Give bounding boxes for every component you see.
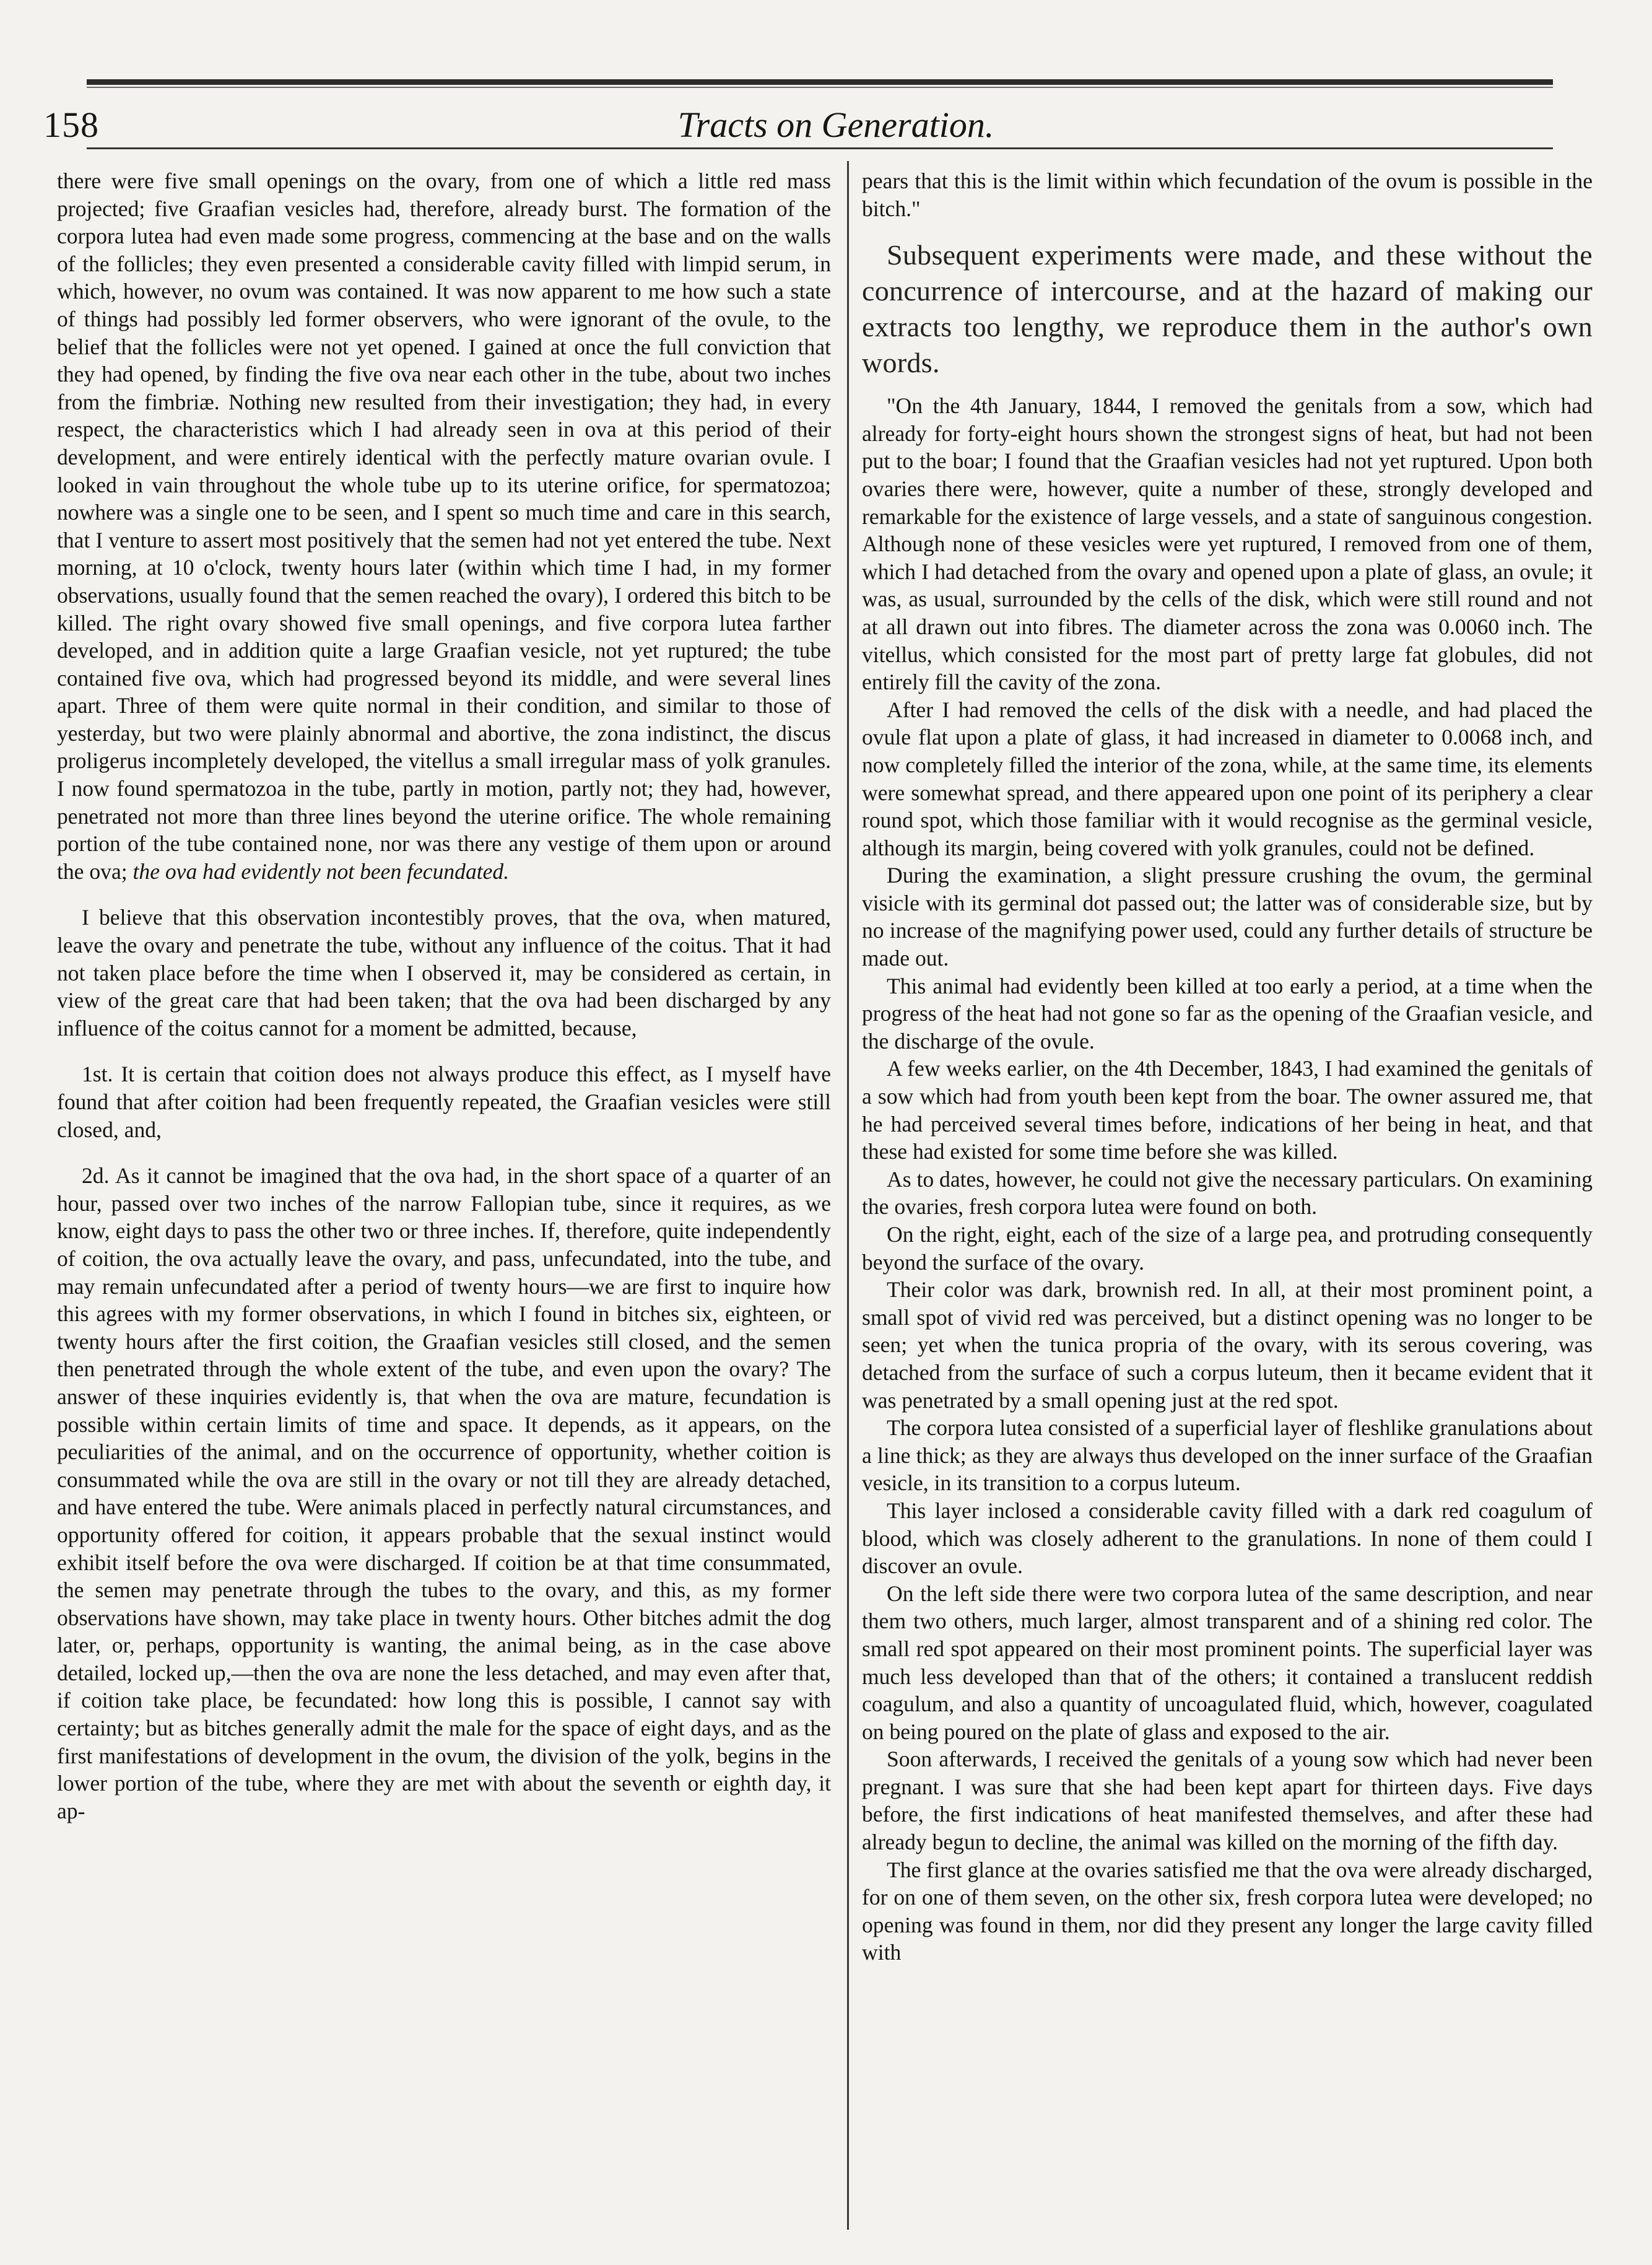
paragraph: 2d. As it cannot be imagined that the ova had, in the short space of a quarter of an hour, passed over two inches of the narrow Fallopian tube, since it requires, as we know, eight days to pass the other two or three inches. If, therefore, quite independently of coition, the ova actually leave the ovary, and pass, unfecundated, into the tube, and may remain unfecundated after a period of twenty hours—we are first to inquire how this agrees with my former observations, in which I found in bitches six, eighteen, or twenty hours after the first coition, the Graafian vesicles still closed, and the semen then penetrated through the whole extent of the tube, and even upon the ovary? The answer of these inquiries evidently is, that when the ova are mature, fecundation is possible within certain limits of time and space. It depends, as it appears, on the peculiarities of the animal, and on the occurrence of opportunity, whether coition is consummated while the ova are still in the ovary or not till they are already detached, and have entered the tube. Were animals placed in perfectly natural circumstances, and opportunity offered for coition, it appears probable that the sexual instinct would exhibit itself before the ova were discharged. If coition be at that time consummated, the semen may penetrate through the tubes to the ovary, and this, as my former observations have shown, may take place in twenty hours. Other bitches admit the dog later, or, perhaps, opportunity is wanting, the animal being, as in the case above detailed, locked up,—then the ova are none the less detached, and may even after that, if coition take place, be fecundated: how long this is possible, I cannot say with certainty; but as bitches generally admit the male for the space of eight days, and as the first manifestations of development in the ovum, the division of the yolk, begins in the lower portion of the tube, where they are met with about the seventh or eighth day, it ap- <box>57 1163 831 1823</box>
editor-note: Subsequent experiments were made, and these without the concurrence of intercourse, and at the hazard of making our extracts too lengthy, we reproduce them in the author's own words. <box>862 239 1593 379</box>
paragraph: On the right, eight, each of the size of a large pea, and protruding consequently beyond the surface of the ovary. <box>862 1222 1593 1275</box>
column-divider <box>847 161 849 2230</box>
paragraph: After I had removed the cells of the disk with a needle, and had placed the ovule flat upon a plate of glass, it had increased in diameter to 0.0068 inch, and now completely filled the interior of the zona, while, at the same time, its elements were somewhat spread, and there appeared upon one point of its periphery a clear round spot, which those familiar with it would recognise as the germinal vesicle, although its margin, being covered with yolk granules, could not be defined. <box>862 697 1593 860</box>
left-column <box>57 167 831 1825</box>
running-head: Tracts on Generation. <box>677 105 994 145</box>
paragraph: pears that this is the limit within which fecundation of the ovum is possible in the bitch." <box>862 168 1593 221</box>
paragraph: Soon afterwards, I received the genitals of a young sow which had never been pregnant. I was sure that she had been kept apart for thirteen days. Five days before, the first indications of heat manifested themselves, and after these had already begun to decline, the animal was killed on the morning of the fifth day. <box>862 1747 1593 1855</box>
paragraph: Their color was dark, brownish red. In all, at their most prominent point, a small spot of vivid red was perceived, but a distinct opening was no longer to be seen; yet when the tunica propria of the ovary, with its serous covering, was detached from the surface of such a corpus luteum, then it became evident that it was penetrated by a small opening just at the red spot. <box>862 1277 1593 1413</box>
paragraph: The first glance at the ovaries satisfied me that the ova were already discharged, for on one of them seven, on the other six, fresh corpora lutea were developed; no opening was found in them, nor did they present any longer the large cavity filled with <box>862 1857 1593 1965</box>
page-number: 158 <box>43 105 99 145</box>
paragraph: A few weeks earlier, on the 4th December, 1843, I had examined the genitals of a sow which had from youth been kept from the boar. The owner assured me, that he had perceived several times before, indications of her being in heat, and that these had existed for some time before she was killed. <box>862 1056 1593 1164</box>
top-border-rule <box>87 79 1553 85</box>
paragraph-text: there were five small openings on the ovary, from one of which a little red mass projected; five Graafian vesicles had, therefore, already burst. The formation of the corpora lutea had even made some progress, commencing at the base and on the walls of the follicles; they even presented a considerable cavity filled with limpid serum, in which, however, no ovum was contained. It was now apparent to me how such a state of things had possibly led former observers, who were ignorant of the ovule, to the belief that the follicles were not yet opened. I gained at once the full conviction that they had opened, by finding the five ova near each other in the tube, about two inches from the fimbriæ. Nothing new resulted from their investigation; they had, in every respect, the characteristics which I had already seen in ova at this period of their development, and were entirely identical with the perfectly mature ovarian ovule. I looked in vain throughout the whole tube up to its uterine orifice, for spermatozoa; nowhere was a single one to be seen, and I spent so much time and care in this search, that I venture to assert most positively that the semen had not yet entered the tube. Next morning, at 10 o'clock, twenty hours later (within which time I had, in my former observations, usually found that the semen reached the ovary), I ordered this bitch to be killed. The right ovary showed five small openings, and five corpora lutea farther developed, and in addition quite a large Graafian vesicle, not yet ruptured; the tube contained five ova, which had progressed beyond its middle, and were several lines apart. Three of them were quite normal in their condition, and similar to those of yesterday, but two were plainly abnormal and abortive, the zona indistinct, the discus proligerus incompletely developed, the vitellus a small irregular mass of yolk granules. I now found spermatozoa in the tube, partly in motion, partly not; they had, however, penetrated not more than three lines beyond the uterine orifice. The whole remaining portion of the tube contained none, nor was there any vestige of them upon or around the ova; <box>57 168 831 884</box>
paragraph: This animal had evidently been killed at too early a period, at a time when the progress of the heat had not gone so far as the opening of the Graafian vesicle, and the discharge of the ovule. <box>862 973 1593 1054</box>
paragraph: As to dates, however, he could not give the necessary particulars. On examining the ovaries, fresh corpora lutea were found on both. <box>862 1166 1593 1220</box>
paragraph: During the examination, a slight pressure crushing the ovum, the germinal visicle with its germinal dot passed out; the latter was of considerable size, but by no increase of the magnifying power used, could any further details of structure be made out. <box>862 863 1593 971</box>
paragraph: I believe that this observation incontestibly proves, that the ova, when matured, leave the ovary and penetrate the tube, without any influence of the coitus. That it had not taken place before the time when I observed it, may be considered as certain, in view of the great care that had been taken; that the ova had been discharged by any influence of the coitus cannot for a moment be admitted, because, <box>57 905 831 1041</box>
top-border-rule-thin <box>87 87 1553 88</box>
paragraph: On the left side there were two corpora lutea of the same description, and near them two others, much larger, almost transparent and of a shining red color. The small red spot appeared on their most prominent points. The superficial layer was much less developed than that of the others; it contained a translucent reddish coagulum, and also a quantity of uncoagulated fluid, which, however, coagulated on being poured on the plate of glass and exposed to the air. <box>862 1581 1593 1744</box>
header-rule <box>87 147 1553 149</box>
paragraph <box>57 167 831 885</box>
paragraph: 1st. It is certain that coition does not always produce this effect, as I myself have found that after coition had been frequently repeated, the Graafian vesicles were still closed, and, <box>57 1062 831 1142</box>
paragraph: The corpora lutea consisted of a superficial layer of fleshlike granulations about a line thick; as they are always thus developed on the inner surface of the Graafian vesicle, in its transition to a corpus luteum. <box>862 1415 1593 1496</box>
paragraph: This layer inclosed a considerable cavity filled with a dark red coagulum of blood, which was closely adherent to the granulations. In none of them could I discover an ovule. <box>862 1498 1593 1579</box>
italic-conclusion: the ova had evidently not been fecundated. <box>133 858 510 884</box>
right-column <box>862 167 1593 1966</box>
paragraph: "On the 4th January, 1844, I removed the genitals from a sow, which had already for forty-eight hours shown the strongest signs of heat, but had not been put to the boar; I found that the Graafian vesicles had not yet ruptured. Upon both ovaries there were, however, quite a number of these, strongly developed and remarkable for the existence of large vessels, and a state of sanguinous congestion. Although none of these vesicles were yet ruptured, I removed from one of them, which I had detached from the ovary and opened upon a plate of glass, an ovule; it was, as usual, surrounded by the cells of the disk, which were still round and not at all drawn out into fibres. The diameter across the zona was 0.0060 inch. The vitellus, which consisted for the most part of pretty large fat globules, did not entirely fill the cavity of the zona. <box>862 393 1593 695</box>
